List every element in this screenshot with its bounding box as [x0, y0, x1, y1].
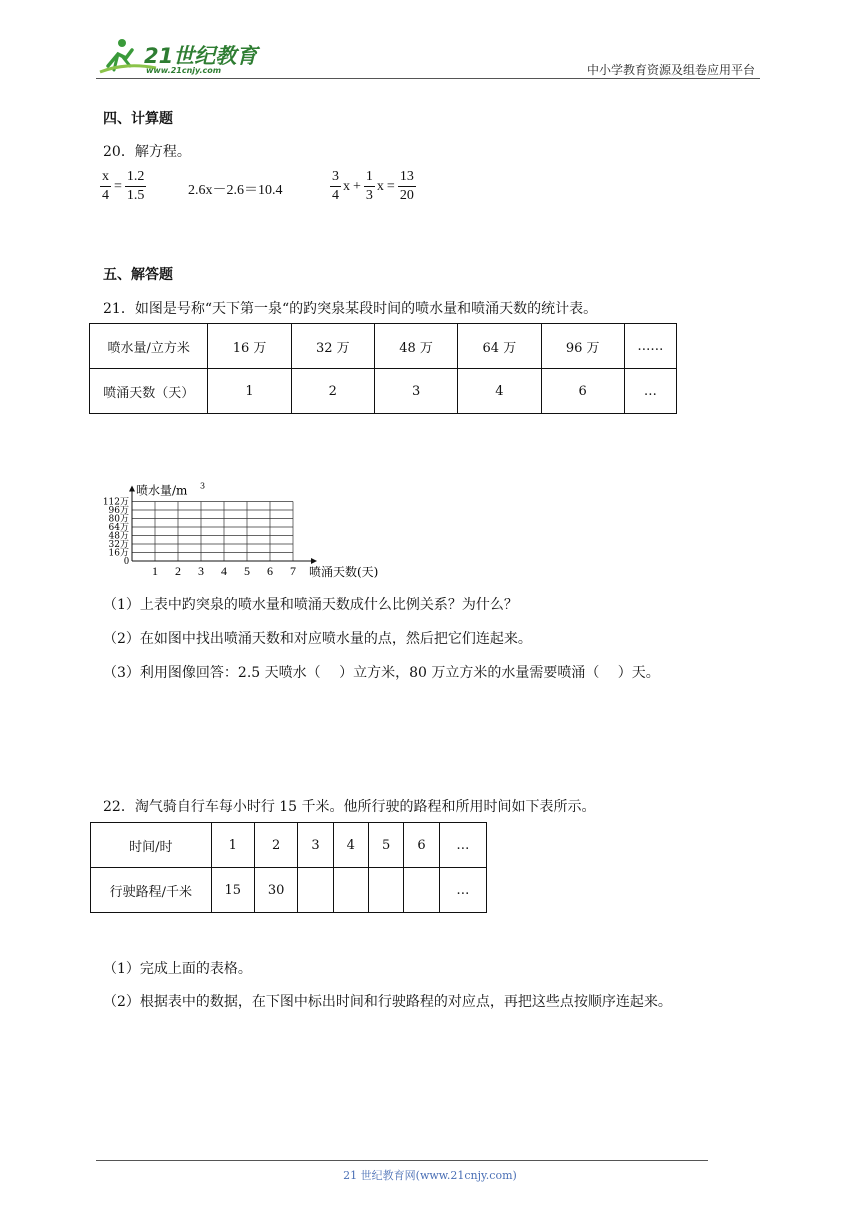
table-cell: 喷涌天数（天）	[90, 369, 208, 414]
table-cell	[333, 868, 368, 913]
table-cell: 时间/时	[91, 823, 212, 868]
table-cell: 2	[291, 369, 374, 414]
table-row	[90, 369, 677, 414]
header-divider	[96, 78, 760, 79]
y-tick-label: 80万	[108, 514, 129, 525]
footer-divider	[96, 1160, 708, 1161]
table-cell: 6	[541, 369, 624, 414]
table-row	[90, 324, 677, 369]
table-row	[91, 823, 487, 868]
y-tick-label: 112万	[102, 497, 129, 508]
table-cell: 15	[211, 868, 254, 913]
footer-text: 21 世纪教育网(www.21cnjy.com)	[343, 1169, 517, 1182]
question-22-sub-2: （2）根据表中的数据，在下图中标出时间和行驶路程的对应点，再把这些点按顺序连起来。	[103, 994, 672, 1010]
y-tick-label: 96万	[108, 506, 129, 516]
logo-url: www.21cnjy.com	[146, 66, 222, 75]
table-cell: …	[624, 369, 676, 414]
y-axis-label-superscript: 3	[200, 481, 206, 491]
y-tick-label: 16万	[108, 548, 129, 559]
table-cell: 4	[333, 823, 368, 868]
table-cell: 6	[404, 823, 439, 868]
table-cell: 32 万	[291, 324, 374, 369]
section-title-answers: 五、解答题	[103, 267, 173, 283]
table-cell	[298, 868, 333, 913]
table-cell: 16 万	[208, 324, 291, 369]
spring-grid-chart	[100, 450, 400, 585]
x-tick-label: 7	[290, 564, 296, 578]
table-cell: ……	[624, 324, 676, 369]
table-cell: 1	[211, 823, 254, 868]
fraction-3-over-4: $\frac{3}{4}$	[332, 169, 339, 203]
x-tick-label: 1	[152, 564, 158, 578]
chart-labels	[103, 482, 379, 580]
x-tick-label: 4	[221, 564, 227, 578]
table-cell: 48 万	[374, 324, 457, 369]
fraction-13-over-20: $\frac{13}{20}$	[399, 169, 414, 203]
table-cell: …	[439, 823, 486, 868]
table-cell: …	[439, 868, 486, 913]
table-cell: 行驶路程/千米	[91, 868, 212, 913]
table-cell: 64 万	[458, 324, 541, 369]
equation-1: $\frac{x}{4}$ = $\frac{1.2}{1.5}$	[102, 169, 145, 203]
equation-3: $\frac{3}{4}$ x + $\frac{1}{3}$ x = $\frac{13}{20}$	[332, 169, 414, 203]
question-21-sub-3: （3）利用图像回答：2.5 天喷水（ ）立方米，80 万立方米的水量需要喷涌（ ）天。	[103, 665, 660, 681]
fraction-1-over-3: $\frac{1}{3}$	[365, 169, 373, 203]
table-row	[91, 868, 487, 913]
question-22-stem: 22．淘气骑自行车每小时行 15 千米。他所行驶的路程和所用时间如下表所示。	[103, 799, 596, 815]
table-cell: 4	[458, 369, 541, 414]
y-axis-arrow-icon	[129, 486, 135, 492]
origin-label: 0	[124, 556, 129, 567]
y-tick-label: 48万	[108, 531, 129, 542]
y-tick-label: 32万	[108, 540, 129, 550]
table-cell	[369, 868, 404, 913]
table-cell: 96 万	[541, 324, 624, 369]
question-22-sub-1: （1）完成上面的表格。	[103, 961, 252, 977]
table-cell: 5	[369, 823, 404, 868]
section-title-calculation: 四、计算题	[103, 111, 173, 127]
bike-data-table	[90, 822, 487, 913]
fraction-x-over-4: $\frac{x}{4}$	[102, 169, 109, 203]
equation-2: 2.6x－2.6＝10.4	[188, 183, 283, 198]
question-21-stem: 21．如图是号称“天下第一泉“的趵突泉某段时间的喷水量和喷涌天数的统计表。	[103, 301, 598, 317]
y-axis-label: 喷水量/m	[136, 483, 188, 498]
table-cell: 喷水量/立方米	[90, 324, 208, 369]
logo-text: 21世纪教育	[144, 44, 258, 68]
question-20-stem: 20．解方程。	[103, 144, 191, 160]
table-cell: 3	[374, 369, 457, 414]
table-cell: 3	[298, 823, 333, 868]
spring-data-table	[89, 323, 677, 414]
table-cell	[404, 868, 439, 913]
y-tick-label: 64万	[108, 523, 129, 533]
chart-grid	[132, 502, 293, 562]
table-cell: 2	[254, 823, 297, 868]
x-axis-label: 喷涌天数(天)	[309, 565, 379, 579]
x-tick-label: 3	[198, 564, 204, 578]
question-21-sub-1: （1）上表中趵突泉的喷水量和喷涌天数成什么比例关系？为什么？	[103, 597, 518, 613]
header-platform-text: 中小学教育资源及组卷应用平台	[586, 63, 755, 77]
x-tick-label: 5	[244, 564, 250, 578]
site-logo	[96, 36, 266, 78]
question-21-sub-2: （2）在如图中找出喷涌天数和对应喷水量的点，然后把它们连起来。	[103, 631, 532, 647]
x-axis-arrow-icon	[311, 558, 317, 564]
x-tick-label: 2	[175, 564, 181, 578]
table-cell: 30	[254, 868, 297, 913]
fraction-1.2-over-1.5: $\frac{1.2}{1.5}$	[126, 169, 145, 203]
table-cell: 1	[208, 369, 291, 414]
x-tick-label: 6	[267, 564, 273, 578]
